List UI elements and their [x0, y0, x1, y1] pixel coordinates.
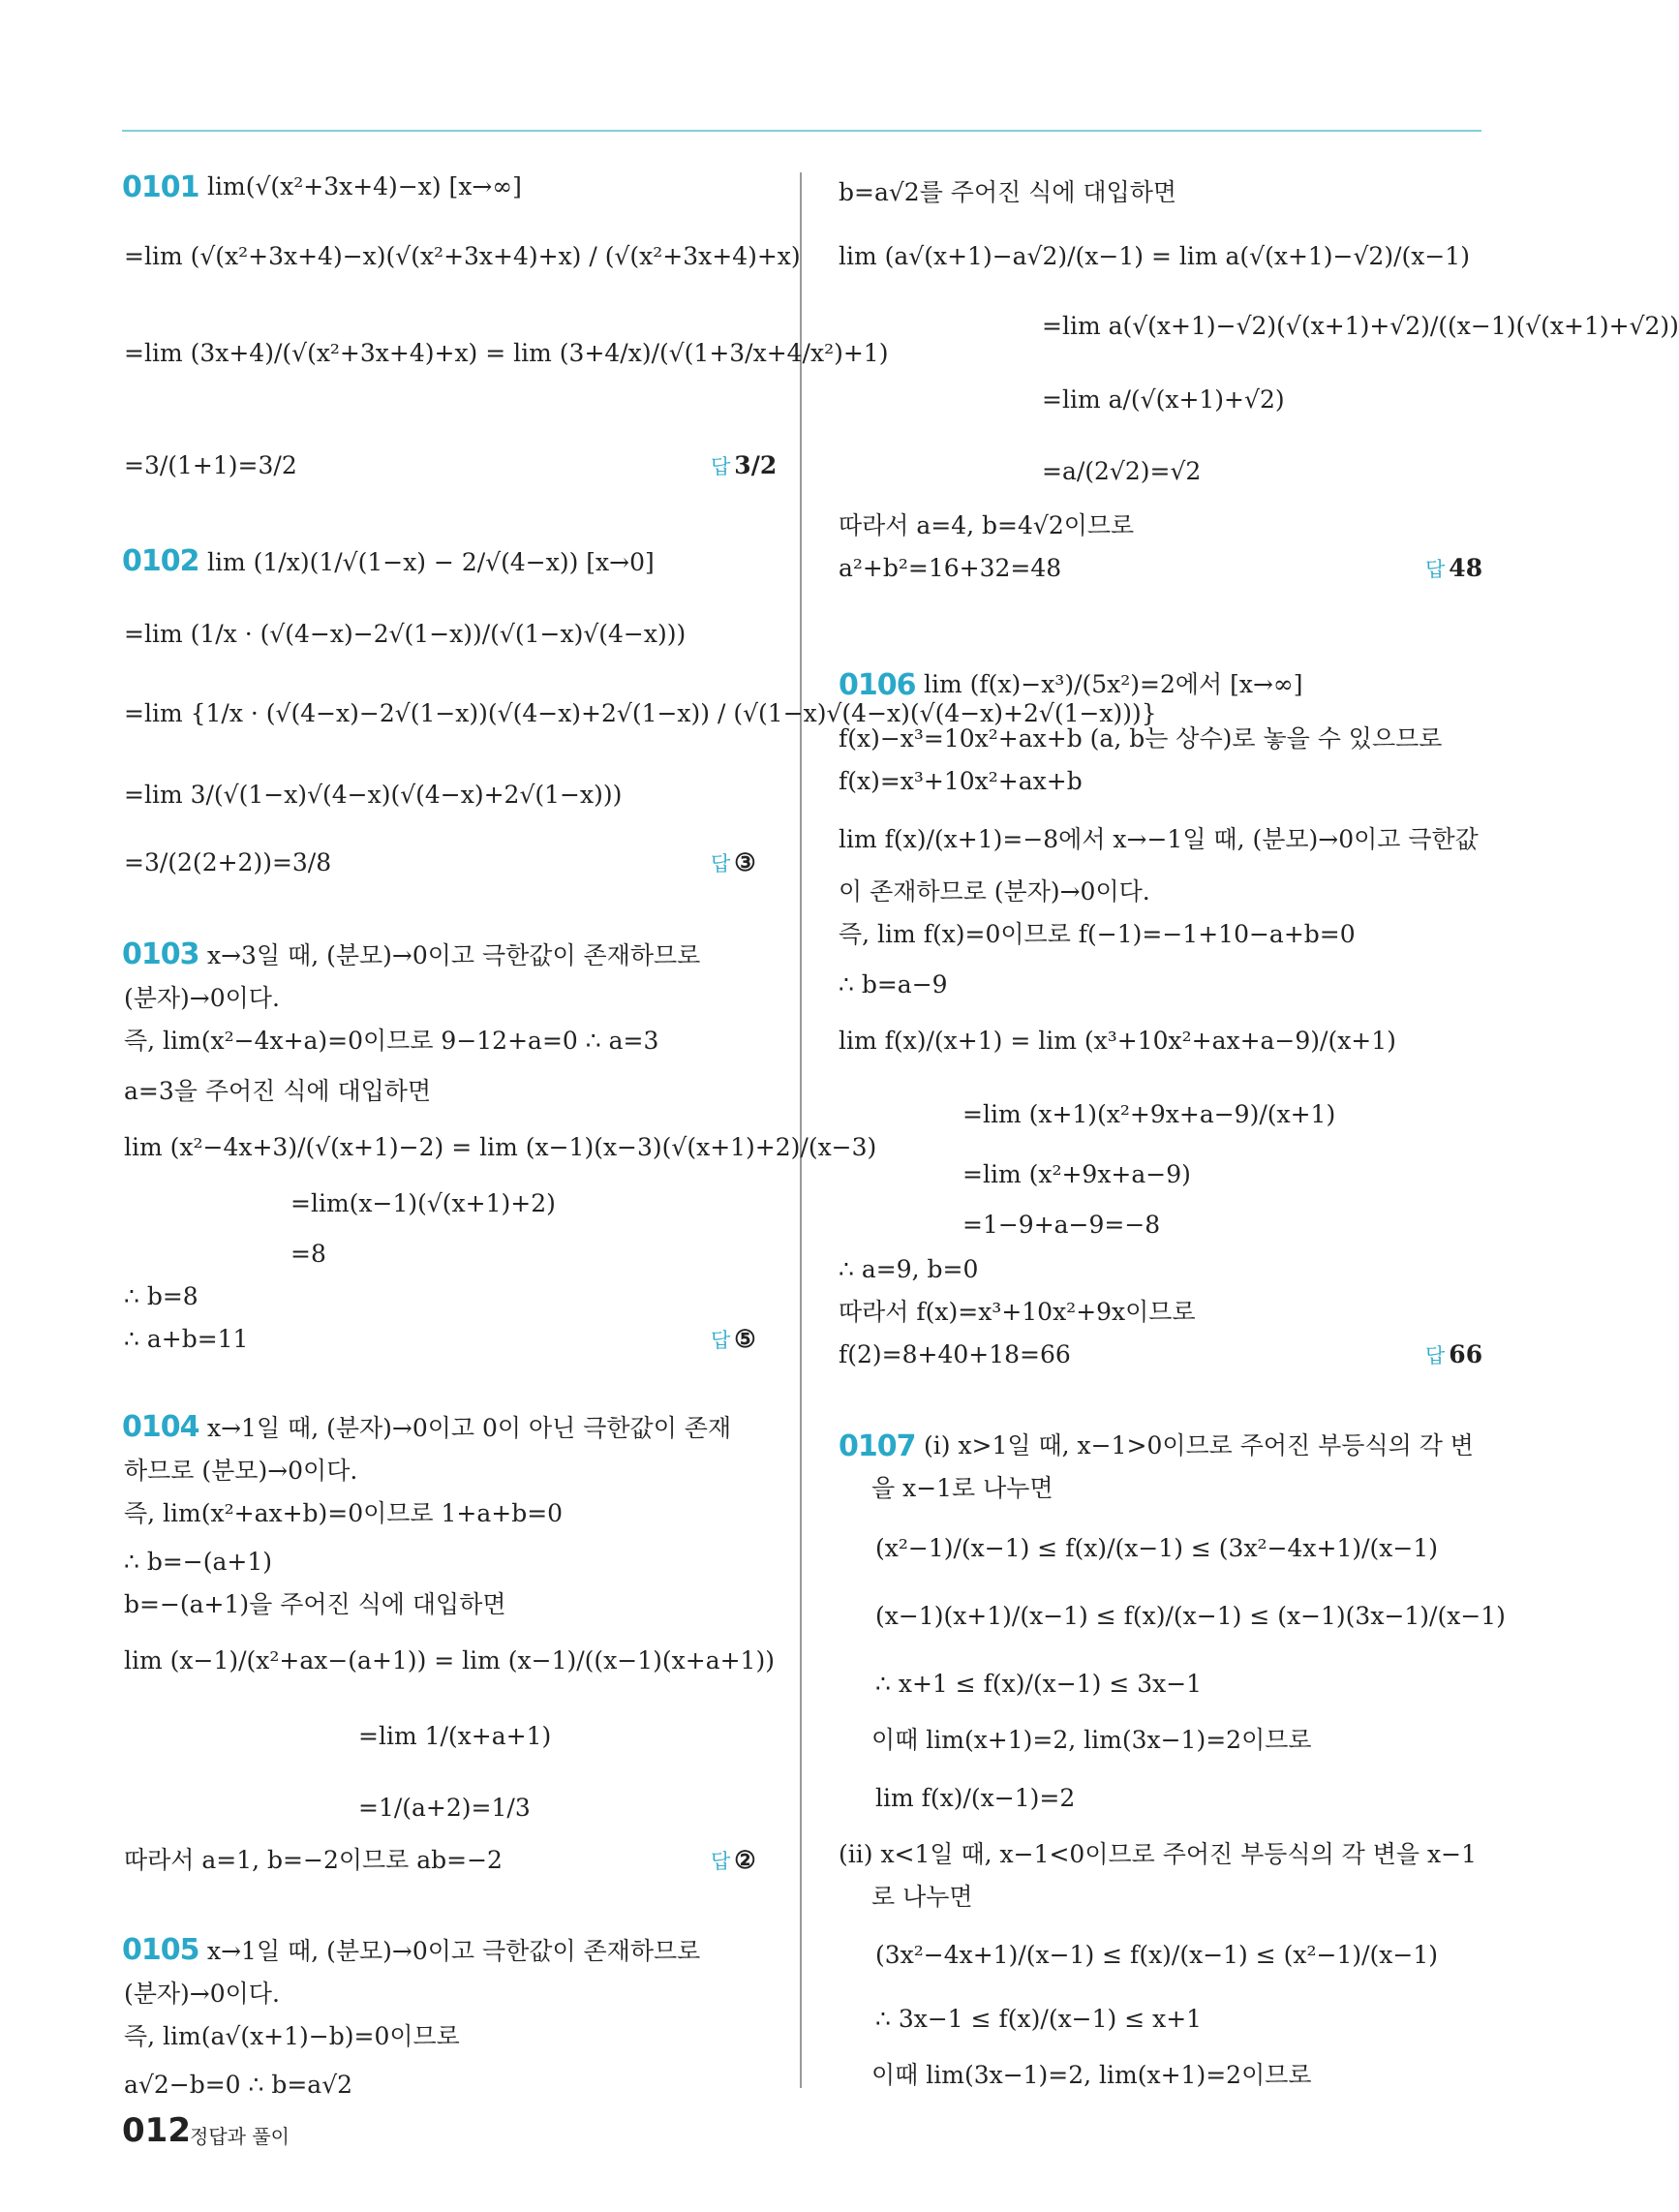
solution-line: lim (x−1)/(x²+ax−(a+1)) = lim (x−1)/((x−1)(x+a+1)) [124, 1646, 775, 1674]
solution-line: (ii) x<1일 때, x−1<0이므로 주어진 부등식의 각 변을 x−1 [839, 1840, 1477, 1868]
solution-line: 따라서 a=1, b=−2이므로 ab=−2 [124, 1846, 503, 1874]
solution-line: x→1일 때, (분자)→0이고 0이 아닌 극한값이 존재 [207, 1414, 732, 1442]
solution-line: f(x)=x³+10x²+ax+b [839, 767, 1083, 795]
solution-line: =lim {1/x · (√(4−x)−2√(1−x))(√(4−x)+2√(1−x)) / (√(1−x)√(4−x)(√(4−x)+2√(1−x)))} [124, 699, 1157, 727]
solution-line: lim (1/x)(1/√(1−x) − 2/√(4−x)) [x→0] [207, 548, 655, 576]
solution-line: =lim a/(√(x+1)+√2) [1042, 385, 1285, 414]
solution-line: b=−(a+1)을 주어진 식에 대입하면 [124, 1590, 506, 1618]
solution-line: a=3을 주어진 식에 대입하면 [124, 1077, 432, 1105]
problem-number: 0107 [839, 1429, 916, 1463]
answer-label: 답 [711, 455, 731, 478]
solution-line: b=a√2를 주어진 식에 대입하면 [839, 178, 1177, 206]
solution-line: =lim (x²+9x+a−9) [962, 1160, 1191, 1188]
solution-line: 즉, lim f(x)=0이므로 f(−1)=−1+10−a+b=0 [839, 920, 1356, 948]
problem-number: 0104 [122, 1410, 199, 1444]
problem-number: 0105 [122, 1933, 199, 1967]
solution-line: (3x²−4x+1)/(x−1) ≤ f(x)/(x−1) ≤ (x²−1)/(x−1) [875, 1941, 1439, 1969]
solution-line: ∴ a+b=11 [124, 1325, 249, 1353]
solution-line: 을 x−1로 나누면 [871, 1474, 1053, 1502]
solution-line: f(2)=8+40+18=66 [839, 1340, 1071, 1368]
problem-number: 0101 [122, 170, 199, 204]
solution-line: x→3일 때, (분모)→0이고 극한값이 존재하므로 [207, 941, 701, 969]
solution-line: lim (f(x)−x³)/(5x²)=2에서 [x→∞] [924, 670, 1303, 698]
solution-line: =lim (3x+4)/(√(x²+3x+4)+x) = lim (3+4/x)/(√(1+3/x+4/x²)+1) [124, 339, 889, 367]
solution-line: =8 [290, 1240, 326, 1268]
page-number: 012 [122, 2111, 191, 2150]
solution-line: ∴ b=8 [124, 1282, 198, 1310]
solution-line: a√2−b=0 ∴ b=a√2 [124, 2071, 353, 2099]
solution-line: x→1일 때, (분모)→0이고 극한값이 존재하므로 [207, 1937, 701, 1965]
solution-line: =3/(1+1)=3/2 [124, 451, 297, 479]
solution-line: lim f(x)/(x+1) = lim (x³+10x²+ax+a−9)/(x+1) [839, 1027, 1396, 1055]
answer [711, 451, 777, 481]
solution-line: lim (a√(x+1)−a√2)/(x−1) = lim a(√(x+1)−√2)/(x−1) [839, 242, 1470, 270]
solution-line: a²+b²=16+32=48 [839, 554, 1062, 582]
answer-label: 답 [711, 1850, 731, 1873]
solution-line: 즉, lim(x²+ax+b)=0이므로 1+a+b=0 [124, 1499, 564, 1527]
solution-line: (분자)→0이다. [124, 1980, 280, 2008]
solution-line: =lim(x−1)(√(x+1)+2) [290, 1189, 556, 1217]
solution-line: lim f(x)/(x−1)=2 [875, 1784, 1076, 1812]
solution-line: lim f(x)/(x+1)=−8에서 x→−1일 때, (분모)→0이고 극한값 [839, 825, 1479, 853]
page-footer-title: 정답과 풀이 [190, 2125, 290, 2148]
answer [1425, 554, 1482, 584]
answer-value: ② [734, 1846, 756, 1874]
answer-value: ③ [734, 848, 756, 876]
problem-number: 0103 [122, 937, 199, 971]
solution-line: (분자)→0이다. [124, 984, 280, 1012]
answer [711, 1325, 756, 1355]
solution-line: 하므로 (분모)→0이다. [124, 1457, 358, 1485]
solution-line: =lim (√(x²+3x+4)−x)(√(x²+3x+4)+x) / (√(x²+3x+4)+x) [124, 242, 801, 270]
solution-line: ∴ 3x−1 ≤ f(x)/(x−1) ≤ x+1 [875, 2005, 1203, 2033]
answer-value: 66 [1449, 1340, 1483, 1368]
solution-line: ∴ b=a−9 [839, 970, 948, 998]
answer [711, 1846, 756, 1876]
solution-line: =1−9+a−9=−8 [962, 1211, 1161, 1239]
solution-line: 이 존재하므로 (분자)→0이다. [839, 877, 1150, 906]
solution-line: 이때 lim(3x−1)=2, lim(x+1)=2이므로 [871, 2061, 1312, 2089]
solution-line: 즉, lim(a√(x+1)−b)=0이므로 [124, 2022, 460, 2050]
answer-label: 답 [1425, 1344, 1446, 1367]
solution-line: ∴ x+1 ≤ f(x)/(x−1) ≤ 3x−1 [875, 1670, 1203, 1698]
problem-number: 0102 [122, 544, 199, 578]
solution-line: 따라서 f(x)=x³+10x²+9x이므로 [839, 1298, 1196, 1326]
solution-line: 즉, lim(x²−4x+a)=0이므로 9−12+a=0 ∴ a=3 [124, 1027, 659, 1055]
solution-line: =lim 1/(x+a+1) [358, 1722, 552, 1750]
solution-line: lim(√(x²+3x+4)−x) [x→∞] [207, 172, 522, 200]
solution-line: =3/(2(2+2))=3/8 [124, 848, 332, 876]
answer-value: 3/2 [734, 451, 778, 479]
solution-line: =lim (1/x · (√(4−x)−2√(1−x))/(√(1−x)√(4−x))) [124, 620, 687, 648]
solution-line: (i) x>1일 때, x−1>0이므로 주어진 부등식의 각 변 [924, 1431, 1474, 1459]
solution-line: =lim (x+1)(x²+9x+a−9)/(x+1) [962, 1100, 1336, 1128]
solution-line: ∴ b=−(a+1) [124, 1548, 273, 1576]
answer [711, 848, 756, 878]
solution-line: 이때 lim(x+1)=2, lim(3x−1)=2이므로 [871, 1726, 1312, 1754]
solution-line: =lim 3/(√(1−x)√(4−x)(√(4−x)+2√(1−x))) [124, 781, 623, 809]
answer-label: 답 [711, 1329, 731, 1352]
answer-value: 48 [1449, 554, 1483, 582]
answer-label: 답 [1425, 558, 1446, 581]
solution-line: =1/(a+2)=1/3 [358, 1794, 531, 1822]
column-divider [800, 172, 802, 2088]
answer [1425, 1340, 1482, 1370]
problem-number: 0106 [839, 668, 916, 702]
solution-line: (x−1)(x+1)/(x−1) ≤ f(x)/(x−1) ≤ (x−1)(3x−1)/(x−1) [875, 1602, 1506, 1630]
solution-line: =a/(2√2)=√2 [1042, 457, 1202, 485]
solution-line: (x²−1)/(x−1) ≤ f(x)/(x−1) ≤ (3x²−4x+1)/(x−1) [875, 1534, 1439, 1562]
solution-line: ∴ a=9, b=0 [839, 1255, 979, 1283]
solution-line: lim (x²−4x+3)/(√(x+1)−2) = lim (x−1)(x−3)(√(x+1)+2)/(x−3) [124, 1133, 877, 1161]
answer-value: ⑤ [734, 1325, 756, 1353]
solution-line: 따라서 a=4, b=4√2이므로 [839, 511, 1135, 539]
solution-line: =lim a(√(x+1)−√2)(√(x+1)+√2)/((x−1)(√(x+1)+√2)) [1042, 312, 1679, 340]
solution-line: f(x)−x³=10x²+ax+b (a, b는 상수)로 놓을 수 있으므로 [839, 724, 1443, 753]
answer-label: 답 [711, 852, 731, 876]
solution-line: 로 나누면 [871, 1883, 973, 1911]
top-rule [122, 130, 1481, 132]
